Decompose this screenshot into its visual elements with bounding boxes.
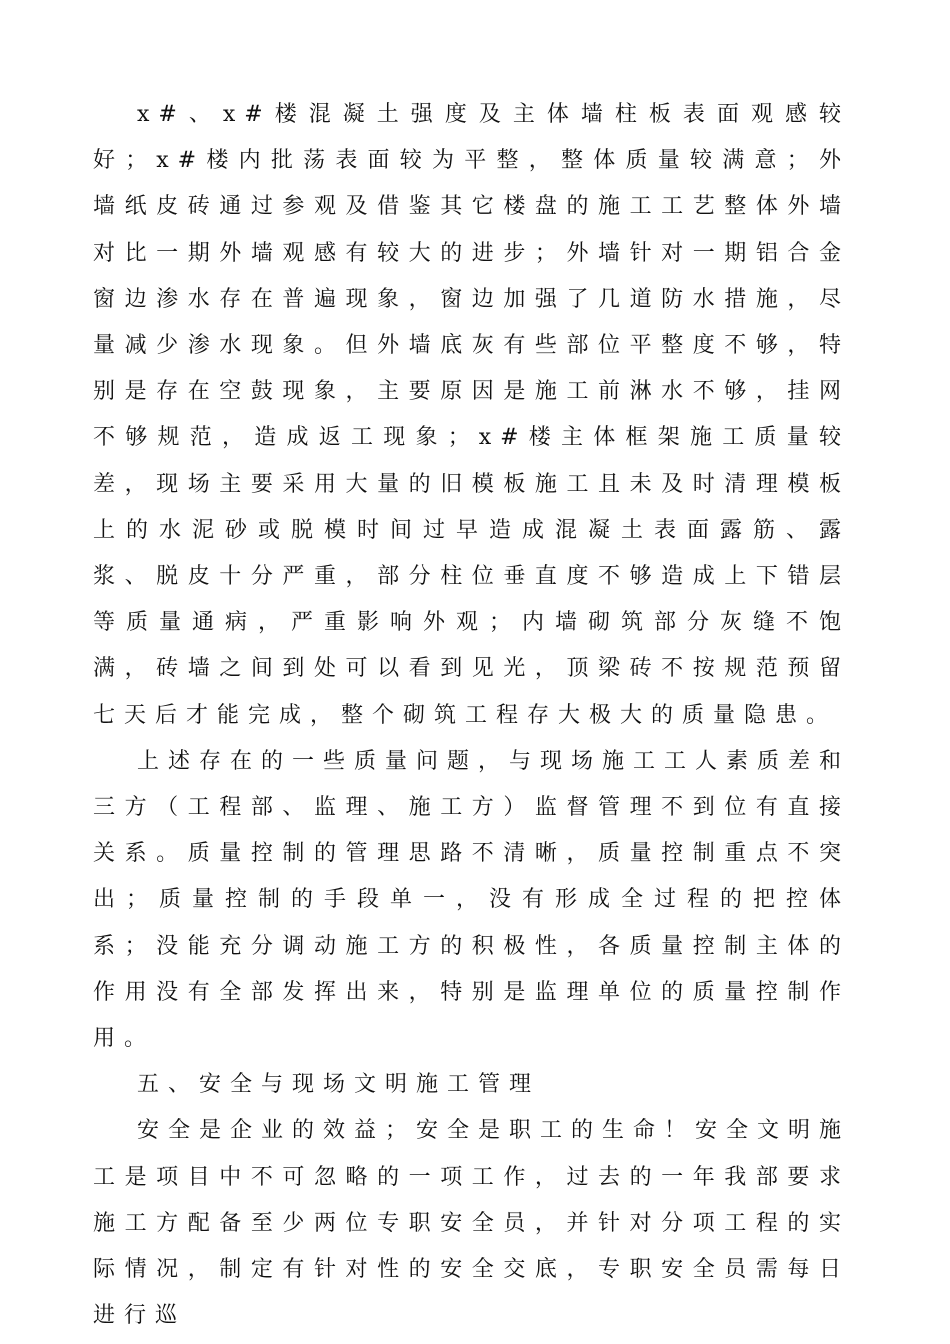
paragraph-quality-observations: x#、x#楼混凝土强度及主体墙柱板表面观感较好；x#楼内批荡表面较为平整，整体质量较满意；外墙纸皮砖通过参观及借鉴其它楼盘的施工工艺整体外墙对比一期外墙观感有较大的进步；外墙针对一期铝合金窗边渗水存在普遍现象，窗边加强了几道防水措施，尽量减少渗水现象。但外墙底灰有些部位平整度不够，特别是存在空鼓现象，主要原因是施工前淋水不够，挂网不够规范，造成返工现象；x#楼主体框架施工质量较差，现场主要采用大量的旧模板施工且未及时清理模板上的水泥砂或脱模时间过早造成混凝土表面露筋、露浆、脱皮十分严重，部分柱位垂直度不够造成上下错层等质量通病，严重影响外观；内墙砌筑部分灰缝不饱满，砖墙之间到处可以看到见光，顶梁砖不按规范预留七天后才能完成，整个砌筑工程存大极大的质量隐患。 (93, 102, 850, 728)
section-heading-safety: 五、安全与现场文明施工管理 (137, 1072, 541, 1098)
document-body (93, 92, 850, 1339)
paragraph-quality-causes: 上述存在的一些质量问题，与现场施工工人素质差和三方（工程部、监理、施工方）监督管理不到位有直接关系。质量控制的管理思路不清晰，质量控制重点不突出；质量控制的手段单一，没有形成全过程的把控体系；没能充分调动施工方的积极性，各质量控制主体的作用没有全部发挥出来，特别是监理单位的质量控制作用。 (93, 748, 851, 1052)
paragraph-safety-management: 安全是企业的效益；安全是职工的生命！安全文明施工是项目中不可忽略的一项工作，过去的一年我部要求施工方配备至少两位专职安全员，并针对分项工程的实际情况，制定有针对性的安全交底，专职安全员需每日进行巡 (93, 1118, 851, 1329)
